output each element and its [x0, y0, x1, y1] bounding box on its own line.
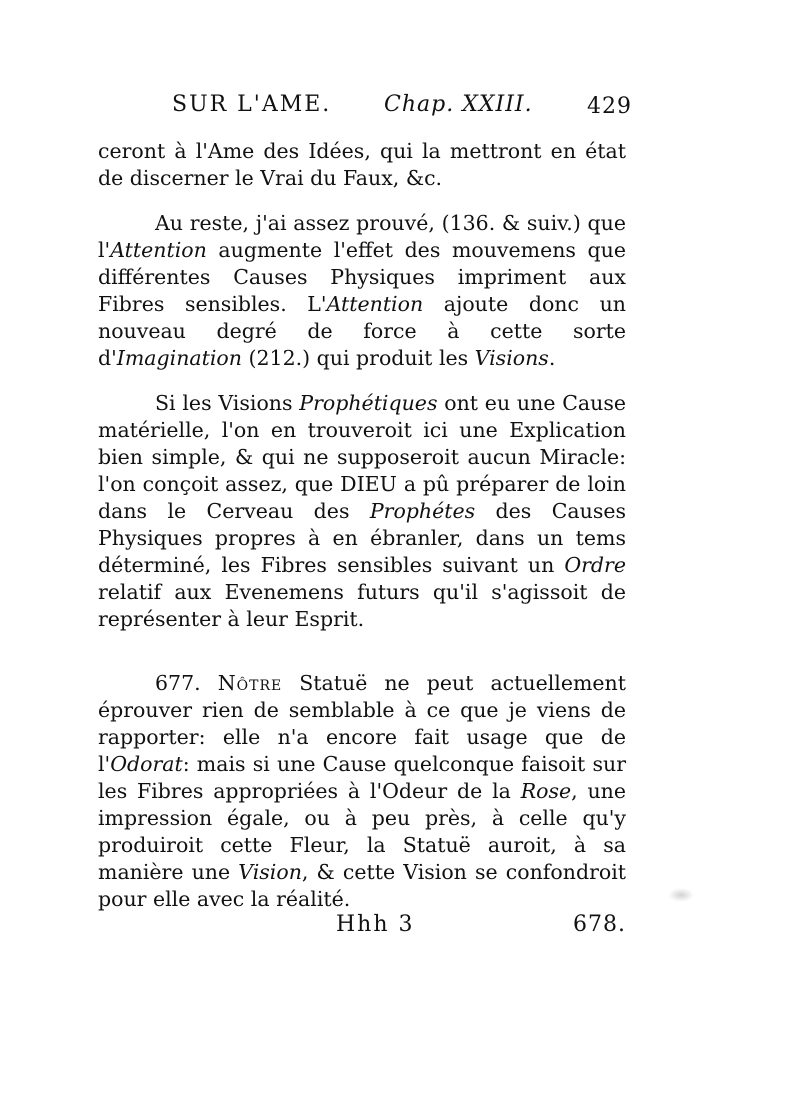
text-run: ajoute donc un nouveau degré de force à cette sorte d': [98, 292, 626, 370]
small-caps-word: Nôtre: [217, 671, 283, 695]
italic-term: Vision: [238, 860, 302, 884]
italic-term: Attention: [110, 238, 207, 262]
italic-term: Visions: [474, 346, 549, 370]
text-run: , une impression égale, ou à peu près, à celle qu'y produiroit cette Fleur, la Statuë auroit, à sa manière une: [98, 779, 626, 884]
chapter-label: Chap. XXIII.: [384, 92, 533, 117]
italic-term: Prophétes: [369, 499, 476, 523]
italic-term: Rose: [520, 779, 572, 803]
text-run: relatif aux Evenemens futurs qu'il s'agissoit de représenter à leur Esprit.: [98, 580, 626, 631]
text-run: augmente l'effet des mouvemens que différentes Causes Physiques impriment aux Fibres sensibles. L': [98, 238, 626, 316]
italic-term: Prophétiques: [299, 391, 438, 415]
text-run: , & cette Vision se confondroit pour elle avec la réalité.: [98, 860, 627, 911]
text-run: .: [548, 346, 556, 370]
section-number: 677.: [155, 671, 201, 695]
italic-term: Odorat: [110, 752, 183, 776]
italic-term: Ordre: [564, 553, 626, 577]
paragraph-2: [98, 210, 626, 372]
paragraph-3: [98, 390, 626, 633]
text-run: Statuë ne peut actuellement éprouver rien de semblable à ce que je viens de rapporter: elle n'a encore fait usage que de l': [98, 671, 626, 776]
body-text: [98, 138, 626, 913]
text-run: (212.) qui produit les: [241, 346, 475, 370]
page-header: [172, 92, 632, 124]
page-number: 429: [587, 94, 632, 119]
page-footer: [336, 912, 626, 944]
text-run: Si les Visions: [155, 391, 300, 415]
signature-mark: Hhh 3: [336, 912, 415, 937]
italic-term: Imagination: [116, 346, 242, 370]
text-run: ont eu une Cause matérielle, l'on en trouveroit ici une Explication bien simple, & qui ne supposeroit aucun Miracle: l'on conçoit assez, que DIEU a pû préparer de loin dans le Cerveau des: [98, 391, 627, 523]
text-run: des Causes Physiques propres à en ébranler, dans un tems déterminé, les Fibres sensibles suivant un: [98, 499, 626, 577]
italic-term: Attention: [326, 292, 424, 316]
paragraph-4: [98, 670, 626, 913]
running-title: SUR L'AME.: [172, 92, 332, 117]
paragraph-1: ceront à l'Ame des Idées, qui la mettront en état de discerner le Vrai du Faux, &c.: [98, 139, 626, 190]
paper-speck: [668, 888, 694, 902]
catchword: 678.: [573, 912, 626, 937]
text-run: : mais si une Cause quelconque faisoit sur les Fibres appropriées à l'Odeur de la: [98, 752, 626, 803]
text-run: Au reste, j'ai assez prouvé, (136. & suiv.) que l': [98, 211, 626, 262]
